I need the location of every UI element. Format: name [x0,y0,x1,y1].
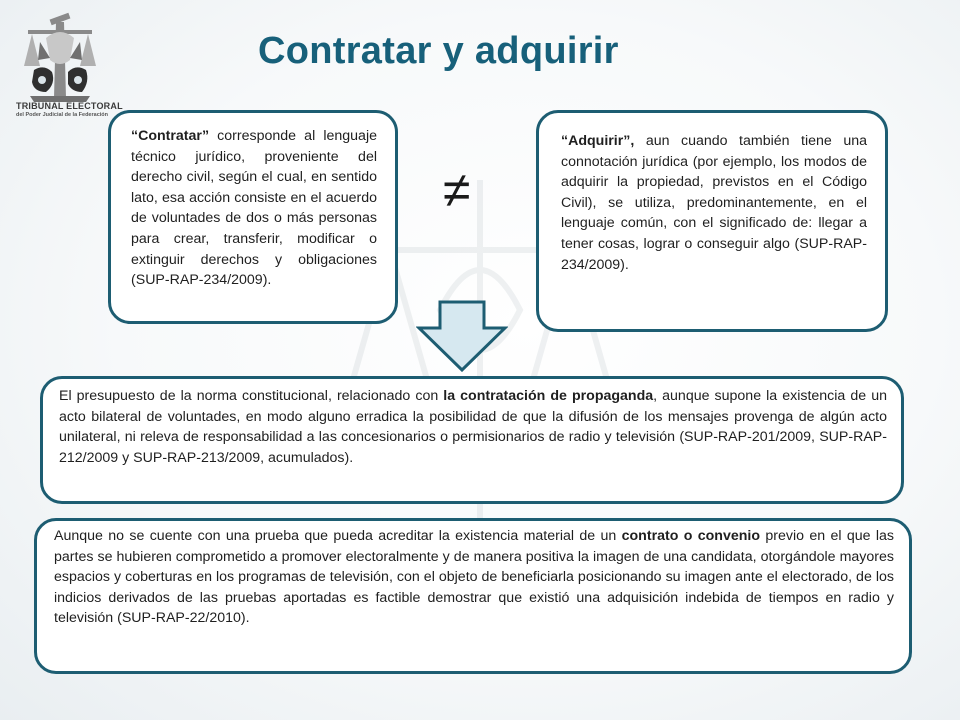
presupuesto-text-start: El presupuesto de la norma constitucional, relacionado con [59,388,444,404]
contratar-definition-box [108,110,398,324]
contratar-text: corresponde al lenguaje técnico jurídico, proveniente del derecho civil, según el cual, en sentido lato, esa acción consiste en el acuerdo de voluntades de dos o más personas para crear, transferir, modificar o extinguir derechos y obligaciones (SUP-RAP-234/2009). [131,128,377,289]
presupuesto-highlight: la contratación de propaganda [443,388,654,404]
page-title: Contratar y adquirir [258,30,619,72]
not-equal-symbol: ≠ [443,162,471,218]
presupuesto-norma-box [40,376,904,504]
logo-subtitle: del Poder Judicial de la Federación [16,112,109,118]
adquirir-definition-box [536,110,888,332]
adquirir-term: “Adquirir”, [561,133,635,149]
down-arrow-icon [416,300,508,372]
contratar-term: “Contratar” [131,128,210,144]
prueba-text-end: previo en el que las partes se hubieren comprometido a promover electoralmente y de manera positiva la imagen de una candidata, otorgándole mayores espacios y coberturas en los programas de televisión, con el objeto de beneficiarla posicionando su imagen ante el electorado, de los indicios derivados de las pruebas aportadas es factible demostrar que existió una adquisición indebida de tiempos en radio y televisión (SUP-RAP-22/2010). [54,528,895,627]
prueba-highlight: contrato o convenio [621,528,761,544]
logo-name: TRIBUNAL ELECTORAL [16,101,123,111]
prueba-text-start: Aunque no se cuente con una prueba que pueda acreditar la existencia material de un [54,528,622,544]
adquirir-text: aun cuando también tiene una connotación jurídica (por ejemplo, los modos de adquirir la propiedad, previstos en el Código Civil), se utiliza, predominantemente, en el lenguaje común, con el significado de: llegar a tener cosas, lograr o conseguir algo (SUP-RAP-234/2009). [561,133,867,273]
presupuesto-text-end: , aunque supone la existencia de un acto bilateral de voluntades, en modo alguno erradica la posibilidad de que la difusión de los mensajes provenga de algún acto unilateral, ni releva de responsabilidad a las concesionarios o permisionarios de radio y televisión (SUP-RAP-201/2009, SUP-RAP-212/2009 y SUP-RAP-213/2009, acumulados). [59,388,887,466]
prueba-contrato-box [34,518,912,674]
